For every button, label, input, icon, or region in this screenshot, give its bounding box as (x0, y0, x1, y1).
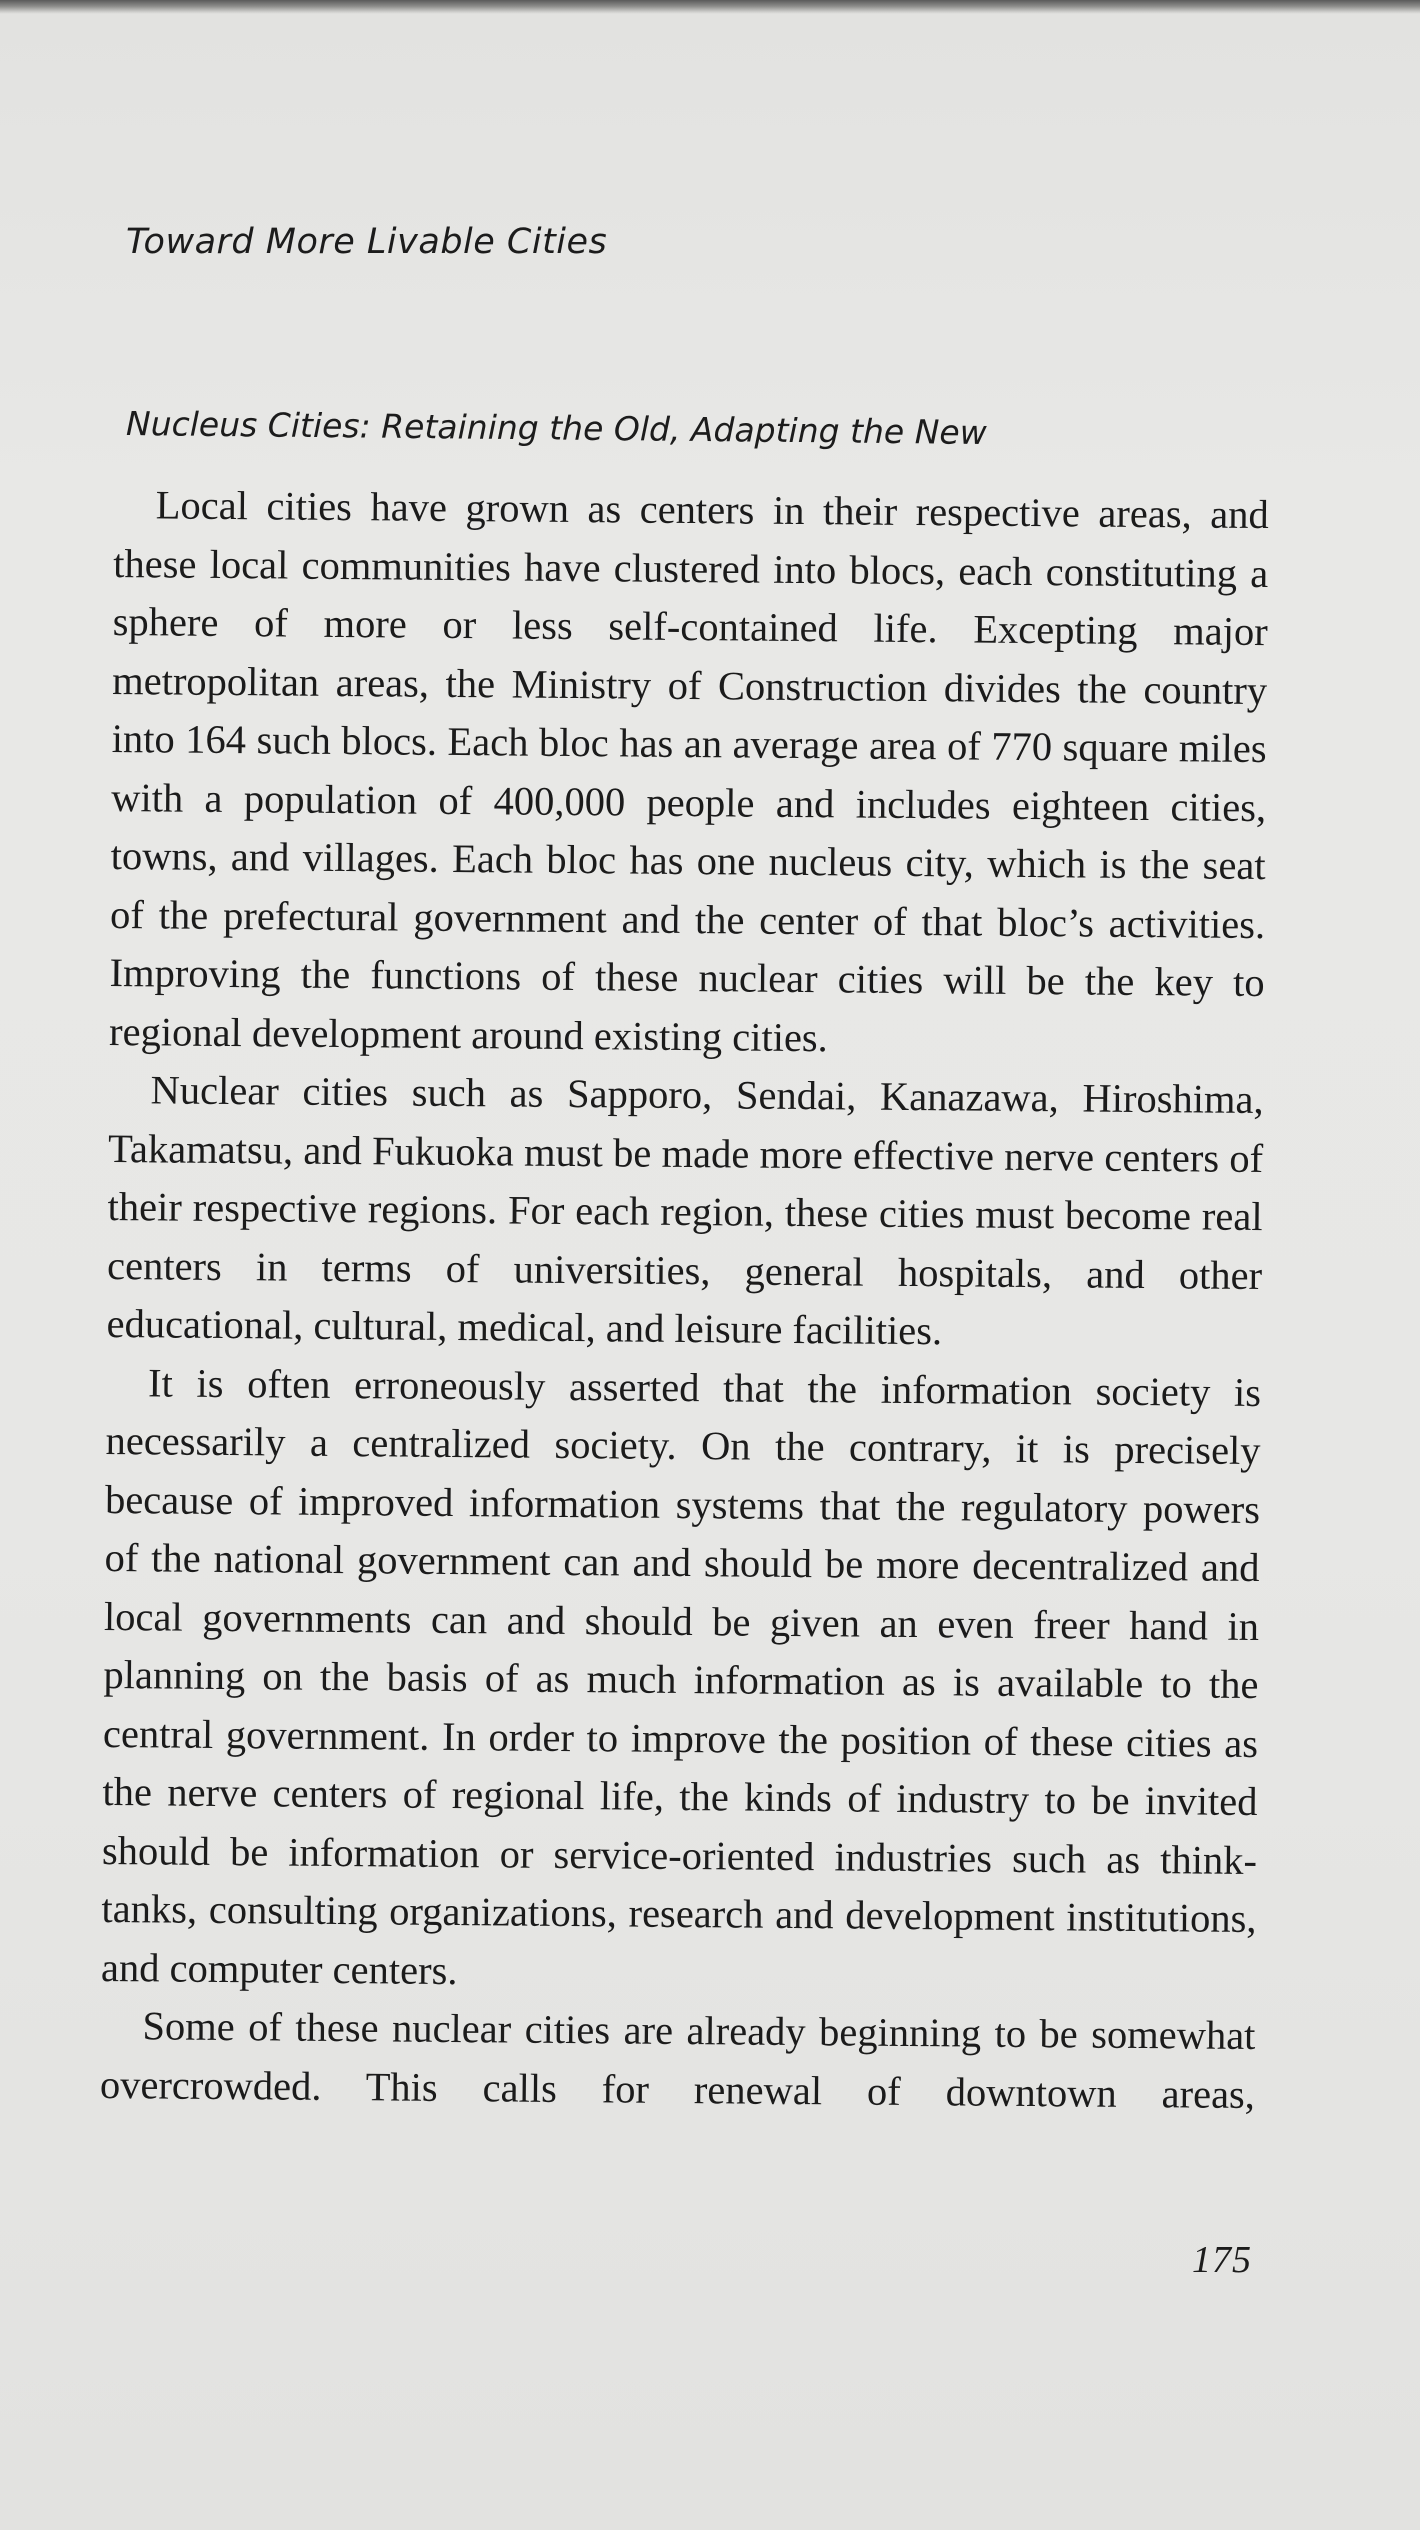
paragraph-1: Local cities have grown as centers in their respective areas, and these local communities have clustered into blocs, each constituting a sphere of more or less self-contained life. Excepting major metropolitan areas, the Ministry of Construction divides the country into 164 such blocs. Each bloc has an average area of 770 square miles with a population of 400,000 people and includes eighteen cities, towns, and villages. Each bloc has one nucleus city, which is the seat of the prefectural government and the center of that bloc’s activities. Improving the functions of these nuclear cities will be the key to regional development around existing cities. (108, 482, 1269, 1060)
paragraph-4: Some of these nuclear cities are already beginning to be somewhat overcrowded. This calls for renewal of downtown areas, (99, 2003, 1256, 2117)
section-heading: Nucleus Cities: Retaining the Old, Adapting the New (125, 404, 987, 453)
paragraph-3: It is often erroneously asserted that the information society is necessarily a centralized society. On the contrary, it is precisely because of improved information systems that the regulatory powers of the national government can and should be more decentralized and local governments can and should be given an even freer hand in planning on the basis of as much information as is available to the central government. In order to improve the position of these cities as the nerve centers of regional life, the kinds of industry to be invited should be information or service-oriented industries such as think-tanks, consulting organizations, research and development institutions, and computer centers. (100, 1359, 1262, 1993)
page-top-edge (0, 0, 1420, 14)
running-head: Toward More Livable Cities (126, 222, 608, 262)
paragraph-2: Nuclear cities such as Sapporo, Sendai, Kanazawa, Hiroshima, Takamatsu, and Fukuoka must be made more effective nerve centers of their respective regions. For each region, these cities must become real centers in terms of universities, general hospitals, and other educational, cultural, medical, and leisure facilities. (106, 1067, 1264, 1354)
body-text (100, 476, 1269, 2124)
page-number: 175 (1192, 2239, 1252, 2281)
